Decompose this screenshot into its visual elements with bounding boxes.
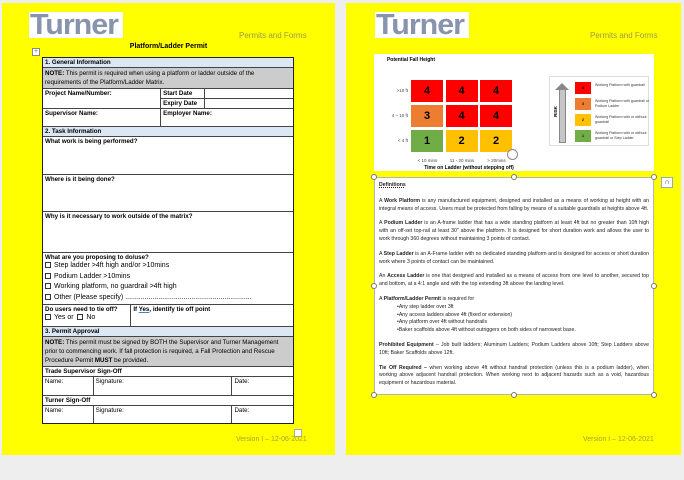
document-page-1: [2, 3, 335, 455]
turner-signoff-heading: Turner Sign-Off: [45, 397, 91, 404]
logo-text: Turner: [376, 12, 464, 38]
option-label: Podium Ladder >10mins: [54, 272, 131, 280]
matrix-cell: 4: [411, 80, 443, 102]
work-performed-field[interactable]: What work is being performed?: [45, 138, 138, 145]
legend-swatch: 3: [575, 98, 591, 110]
legend-swatch: 2: [575, 114, 591, 126]
proposal-question: What are you proposing to do/use?: [45, 254, 149, 261]
definitions-heading: Definitions: [379, 182, 406, 188]
def-text: is required for: [441, 295, 475, 302]
version-footer: Version I – 12-06-2021: [583, 436, 654, 443]
supervisor-name-field[interactable]: Supervisor Name:: [45, 110, 98, 117]
matrix-y-title: Potential Fall Height: [386, 57, 436, 63]
resize-handle[interactable]: [511, 174, 517, 180]
matrix-row-label: 4 – 10 ft: [391, 113, 408, 118]
def-text: is an A-Frame ladder with no dedicated standing platform and is designed for access or short duration work where 3 points of contact can be maintained.: [379, 250, 649, 265]
def-text: – Job built ladders; Aluminum Ladders; Podium Ladders above 10ft; Step Ladders above 10ft; Baker Scaffolds above 12ft.: [379, 341, 649, 356]
legend-text: Working Platform with guardrail: [595, 83, 645, 87]
resize-handle[interactable]: [371, 283, 377, 289]
def-tie-off: [379, 365, 649, 388]
work-location-field[interactable]: Where is it being done?: [45, 176, 115, 183]
risk-label: RISK: [552, 106, 558, 117]
def-term: Prohibited Equipment: [379, 341, 434, 348]
section-approval-heading: 3. Permit Approval: [43, 327, 293, 336]
option-label: Working platform, no guardrail >4ft high: [54, 283, 177, 290]
list-item: •Any platform over 4ft without handrails: [397, 319, 488, 326]
permit-required-list: [397, 304, 649, 335]
dates-block: [160, 89, 293, 108]
option-working-platform[interactable]: [45, 282, 291, 293]
turner-name-field[interactable]: Name:: [45, 407, 64, 414]
rotate-handle-icon[interactable]: [507, 149, 518, 160]
turner-date-field[interactable]: Date:: [231, 406, 293, 423]
permit-title: Platform/Ladder Permit: [129, 43, 208, 50]
def-term: Platform/Ladder Permit: [383, 295, 441, 302]
option-other[interactable]: [45, 293, 291, 304]
def-term: Tie Off Required –: [379, 364, 427, 371]
def-text: is one that designed and installed as a means of access from one level to another, secured top and bottom, at a 4:1 angle and with the top extending 3ft above the landing level.: [379, 273, 649, 288]
note-label: NOTE:: [45, 70, 65, 77]
checkbox[interactable]: [45, 273, 51, 279]
project-name-field[interactable]: Project Name/Number:: [45, 90, 112, 97]
expiry-date-field[interactable]: [205, 99, 293, 108]
matrix-cell: 1: [411, 130, 443, 152]
def-term: Access Ladder: [387, 273, 425, 280]
def-text: when working above 4ft without handrail protection (unless this is a podium ladder), when working above adjacent handrail protection. When working next to adjacent hazards such as a void, hazardous equipment or hazardous material.: [379, 364, 649, 387]
matrix-cell: 4: [446, 80, 478, 102]
approval-note: [43, 337, 293, 366]
tie-point-suffix: , identify tie off point: [149, 306, 211, 313]
general-note: [43, 68, 293, 88]
employer-name-field[interactable]: Employer Name:: [160, 109, 293, 126]
reason-field[interactable]: Why is it necessary to work outside of the matrix?: [45, 213, 193, 220]
def-article: A: [379, 250, 384, 257]
note-text: This permit is required when using a platform or ladder outside of the requirements of the Platform/Ladder Matrix.: [45, 70, 255, 86]
matrix-col-label: < 10 mins: [417, 158, 438, 163]
matrix-row-label: >10 ft: [396, 88, 408, 93]
permit-form-table: [42, 57, 294, 424]
option-label: No: [86, 314, 96, 321]
resize-handle[interactable]: [651, 392, 657, 398]
turner-logo: [29, 12, 123, 38]
trade-signoff-heading: Trade Supervisor Sign-Off: [45, 368, 122, 375]
matrix-cell: 4: [480, 80, 512, 102]
start-date-field[interactable]: [205, 89, 293, 98]
tie-off-question: Do users need to tie off?: [45, 306, 118, 313]
matrix-row-label: < 4 ft: [397, 138, 408, 143]
matrix-col-label: 11 - 20 mins: [449, 158, 475, 163]
option-step-ladder[interactable]: [45, 261, 291, 272]
matrix-col-label: > 20mins: [487, 158, 506, 163]
risk-arrow-icon: [558, 83, 567, 143]
resize-handle[interactable]: [371, 174, 377, 180]
option-label: Step ladder >4ft high and/or >10mins: [54, 262, 170, 269]
checkbox[interactable]: [77, 314, 83, 320]
checkbox[interactable]: [45, 262, 51, 268]
table-move-handle-icon[interactable]: +: [32, 48, 40, 56]
resize-handle[interactable]: [371, 392, 377, 398]
section-task-heading: 2. Task Information: [43, 127, 293, 136]
start-date-label: Start Date: [161, 89, 205, 98]
header-section-title: Permits and Forms: [590, 31, 658, 40]
tie-off-block: [43, 305, 130, 326]
list-item: •Any access ladders above 4ft (fixed or extension): [397, 311, 513, 318]
note-label: NOTE:: [45, 339, 65, 346]
def-article: An: [379, 273, 388, 280]
legend-text: Working Platform with guardrail or Podium Ladder: [595, 99, 650, 108]
def-permit-required: [379, 296, 649, 304]
matrix-cell: 4: [480, 105, 512, 127]
matrix-cell: 4: [446, 105, 478, 127]
def-text: is any manufactured equipment, designed and installed as a means of working at height with an integral means of access. Users must be protected from falling by means of a suitable guardrails at heights above 4ft.: [379, 197, 649, 212]
matrix-cell: 2: [480, 130, 512, 152]
resize-handle[interactable]: [651, 283, 657, 289]
version-footer: Version I – 12-06-2021: [236, 436, 307, 443]
list-item: •Baker scaffolds above 4ft without outriggers on both sides of narrowest base.: [397, 327, 576, 334]
tie-point-yes: Yes: [138, 306, 150, 313]
def-step-ladder: [379, 251, 649, 267]
tie-off-no[interactable]: [75, 314, 95, 321]
legend-swatch: 4: [575, 82, 591, 94]
legend-text: Working Platform with or without guardrail or Step Ladder: [595, 131, 647, 140]
section-general-heading: 1. General Information: [43, 58, 293, 67]
trade-date-field[interactable]: Date:: [231, 377, 293, 395]
tie-off-point-field[interactable]: [130, 305, 293, 326]
resize-handle[interactable]: [511, 392, 517, 398]
checkbox[interactable]: [45, 283, 51, 289]
risk-legend: [549, 76, 649, 146]
tie-off-yes[interactable]: [45, 314, 74, 321]
trade-signature-field[interactable]: Signature:: [93, 377, 232, 395]
trade-name-field[interactable]: Name:: [45, 378, 64, 385]
legend-swatch: 1: [575, 130, 591, 142]
option-label: Yes or: [54, 314, 74, 321]
turner-logo: [375, 12, 469, 38]
legend-text: Working Platform with or without guardrail: [595, 115, 647, 124]
def-term: Podium Ladder: [384, 220, 423, 227]
tie-point-prefix: If: [133, 306, 139, 313]
def-access-ladder: [379, 273, 649, 289]
matrix-cell: 3: [411, 105, 443, 127]
checkbox[interactable]: [45, 314, 51, 320]
option-podium-ladder[interactable]: [45, 272, 291, 283]
matrix-x-title: Time on Ladder (without stepping off): [424, 165, 514, 171]
note-text-end: be provided.: [112, 357, 149, 364]
def-term: Step Ladder: [383, 250, 414, 257]
layout-options-icon[interactable]: ∩: [661, 177, 673, 188]
definitions-textbox[interactable]: [374, 177, 654, 395]
def-work-platform: [379, 198, 649, 214]
option-label: Other (Please specify) .................................................................: [54, 293, 252, 301]
def-podium-ladder: [379, 220, 649, 243]
logo-text: Turner: [30, 12, 118, 38]
def-text: is an A-frame ladder that has a wide standing platform at least 4ft but no greater than 10ft high with an off-set top-rail at least 30" above the platform. It is designed for short duration work and allows the user to work through 360 degrees without maintaining 3 points of contact.: [379, 220, 649, 242]
header-section-title: Permits and Forms: [239, 31, 307, 40]
note-must: MUST: [94, 357, 113, 364]
def-term: Work Platform: [384, 197, 420, 204]
def-article: A: [379, 295, 384, 302]
turner-signature-field[interactable]: Signature:: [93, 406, 232, 423]
note-text: This permit must be signed by BOTH the Supervisor and Turner Management prior to commencing work. If fall protection is required, a Fall Protection and Rescue Procedure Permit: [45, 339, 279, 364]
def-prohibited: [379, 342, 649, 358]
proposal-block: [43, 253, 293, 304]
resize-handle[interactable]: [651, 174, 657, 180]
list-item: •Any step ladder over 3ft: [397, 303, 454, 310]
expiry-date-label: Expiry Date: [161, 99, 205, 108]
checkbox[interactable]: [45, 294, 51, 300]
def-article: A: [379, 197, 385, 204]
document-page-2: [346, 3, 681, 455]
def-article: A: [379, 220, 385, 227]
matrix-cell: 2: [446, 130, 478, 152]
